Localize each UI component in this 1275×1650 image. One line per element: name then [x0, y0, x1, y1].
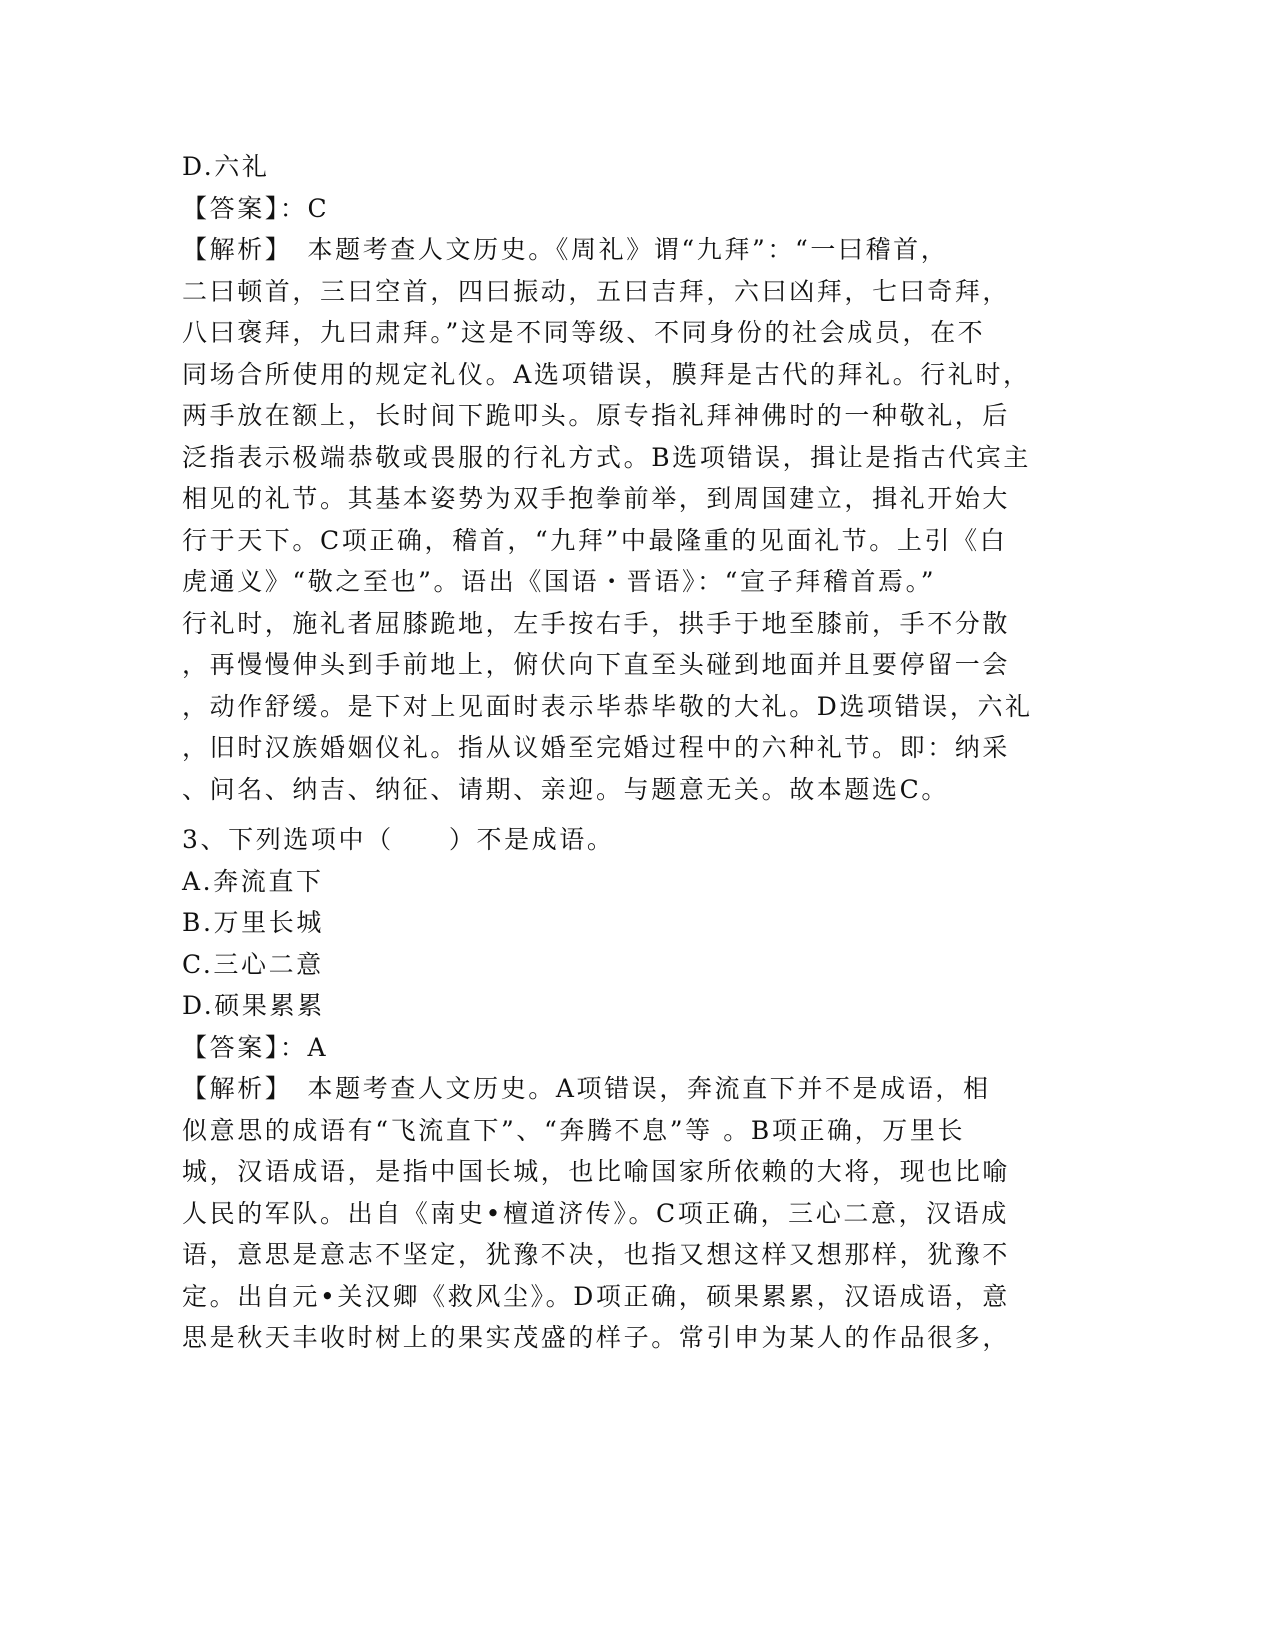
- q2-analysis-line: 二曰顿首，三曰空首，四曰振动，五曰吉拜，六曰凶拜，七曰奇拜，: [182, 276, 1011, 306]
- q3-option-b: B.万里长城: [182, 908, 324, 937]
- q3-analysis-line: 语，意思是意志不坚定，犹豫不决，也指又想这样又想那样，犹豫不: [182, 1240, 1011, 1269]
- q2-analysis-line: ，旧时汉族婚姻仪礼。指从议婚至完婚过程中的六种礼节。即：纳采: [182, 733, 1011, 762]
- q2-analysis-line: 、问名、纳吉、纳征、请期、亲迎。与题意无关。故本题选C。: [182, 774, 949, 804]
- q2-analysis-line: 【解析】 本题考查人文历史。《周礼》谓“九拜”：“一曰稽首，: [182, 235, 949, 264]
- q3-analysis: [182, 1068, 1032, 1359]
- q2-analysis-line: 行礼时，施礼者屈膝跪地，左手按右手，拱手于地至膝前，手不分散: [182, 608, 1011, 638]
- q2-analysis-line: 行于天下。C项正确，稽首，“九拜”中最隆重的见面礼节。上引《白: [182, 525, 1008, 555]
- q2-answer: 【答案】：C: [182, 193, 330, 223]
- q2-analysis: [182, 229, 1032, 810]
- q3-answer: 【答案】：A: [182, 1032, 329, 1062]
- q2-analysis-line: ，再慢慢伸头到手前地上，俯伏向下直至头碰到地面并且要停留一会: [182, 650, 1011, 679]
- q2-analysis-line: 八曰褒拜，九曰肃拜。”这是不同等级、不同身份的社会成员，在不: [182, 318, 986, 347]
- q3-analysis-line: 【解析】 本题考查人文历史。A项错误，奔流直下并不是成语，相: [182, 1074, 991, 1103]
- q2-analysis-line: 相见的礼节。其基本姿势为双手抱拳前举，到周国建立，揖礼开始大: [182, 484, 1011, 513]
- q2-analysis-line: 两手放在额上，长时间下跪叩头。原专指礼拜神佛时的一种敬礼，后: [182, 401, 1011, 430]
- q2-analysis-line: ，动作舒缓。是下对上见面时表示毕恭毕敬的大礼。D选项错误，六礼: [182, 691, 1033, 721]
- q3-analysis-line: 定。出自元•关汉卿《救风尘》。D项正确，硕果累累，汉语成语，意: [182, 1281, 1010, 1311]
- q3-question: 3、下列选项中（ ）不是成语。: [182, 825, 615, 854]
- q3-analysis-line: 似意思的成语有“飞流直下”、“奔腾不息”等 。B项正确，万里长: [182, 1115, 966, 1145]
- q2-analysis-line: 虎通义》“敬之至也”。语出《国语・晋语》：“宣子拜稽首焉。”: [182, 567, 937, 596]
- q2-analysis-line: 泛指表示极端恭敬或畏服的行礼方式。B选项错误，揖让是指古代宾主: [182, 442, 1031, 472]
- q3-options: [182, 861, 1032, 1027]
- q3-analysis-line: 思是秋天丰收时树上的果实茂盛的样子。常引申为某人的作品很多，: [182, 1323, 1011, 1352]
- q2-analysis-line: 同场合所使用的规定礼仪。A选项错误，膜拜是古代的拜礼。行礼时，: [182, 359, 1031, 389]
- q2-option-d: D.六礼: [182, 152, 270, 181]
- question-spacer: [182, 810, 1032, 819]
- q3-analysis-line: 人民的军队。出自《南史•檀道济传》。C项正确，三心二意，汉语成: [182, 1198, 1009, 1228]
- document-content: [182, 146, 1032, 1359]
- q3-option-a: A.奔流直下: [182, 866, 324, 896]
- q3-option-d: D.硕果累累: [182, 991, 325, 1020]
- q3-analysis-line: 城，汉语成语，是指中国长城，也比喻国家所依赖的大将，现也比喻: [182, 1157, 1011, 1186]
- q3-option-c: C.三心二意: [182, 949, 324, 979]
